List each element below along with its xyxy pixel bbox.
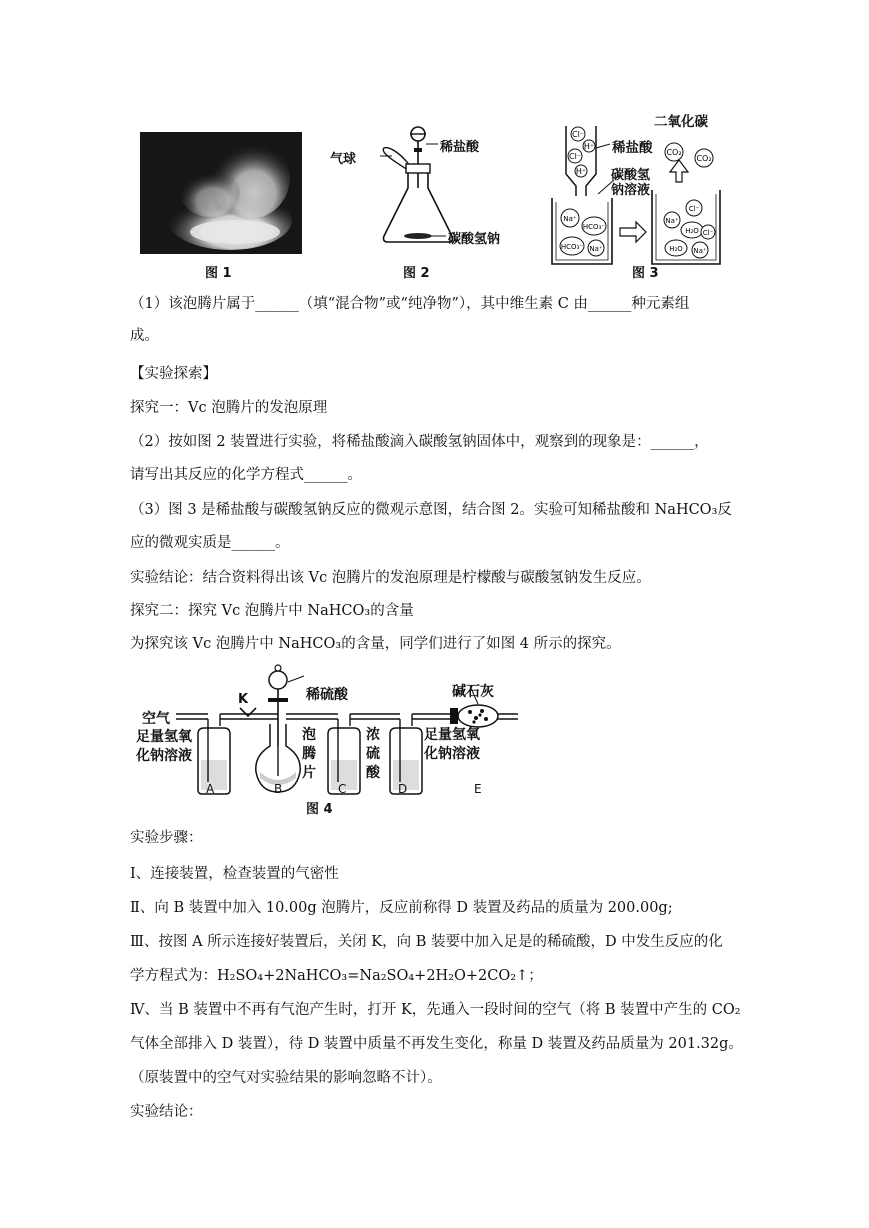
fig4-letter-e: E	[474, 782, 482, 796]
section-heading: 【实验探索】	[130, 366, 217, 382]
ion-right-6: H₂O	[669, 245, 683, 253]
figure-2-caption: 图 2	[403, 266, 430, 281]
ion-right-0: CO₂	[666, 148, 682, 157]
ion-left-7: Na⁺	[589, 245, 603, 253]
fig2-acid-label: 稀盐酸	[440, 140, 480, 155]
steps-title: 实验步骤：	[130, 830, 203, 846]
step-1: Ⅰ、连接装置，检查装置的气密性	[130, 866, 339, 882]
fig3-co2-title: 二氧化碳	[654, 114, 708, 130]
ion-right-2: Cl⁻	[688, 205, 700, 213]
fig4-c-reagent-label: 浓硫酸	[366, 727, 380, 781]
step-4-line-b: 气体全部排入 D 装置），待 D 装置中质量不再发生变化，称量 D 装置及药品质量为 201.32g。	[130, 1036, 743, 1052]
question-1-line-b: 成。	[130, 328, 159, 344]
fig2-solid-label: 碳酸氢钠	[448, 232, 501, 247]
question-1-line-a: （1）该泡腾片属于______（填“混合物”或“纯净物”），其中维生素 C 由______种元素组	[130, 296, 690, 312]
ion-left-6: HCO₃⁻	[560, 243, 584, 251]
conclusion-2: 实验结论：	[130, 1104, 203, 1120]
figure-1-photo	[140, 132, 302, 254]
ion-left-0: Cl⁻	[571, 130, 585, 139]
fig4-acid-label: 稀硫酸	[306, 687, 348, 703]
fig4-letter-d: D	[398, 782, 408, 796]
fig3-solution-label: 碳酸氢钠溶液	[611, 168, 651, 198]
fig4-letter-b: B	[274, 782, 283, 796]
fig2-balloon-label: 气球	[330, 152, 357, 167]
explore-1-title: 探究一：Vc 泡腾片的发泡原理	[130, 400, 328, 416]
step-2: Ⅱ、向 B 装置中加入 10.00g 泡腾片，反应前称得 D 装置及药品的质量为 200.00g;	[130, 900, 673, 916]
fig4-letter-a: A	[206, 782, 215, 796]
ion-right-4: H₂O	[685, 227, 699, 235]
question-3-line-a: （3）图 3 是稀盐酸与碳酸氢钠反应的微观示意图，结合图 2。实验可知稀盐酸和 NaHCO₃反	[130, 502, 732, 518]
ion-left-3: H⁺	[575, 167, 587, 176]
ion-left-4: Na⁺	[563, 215, 577, 223]
conclusion-1: 实验结论：结合资料得出该 Vc 泡腾片的发泡原理是柠檬酸与碳酸氢钠发生反应。	[130, 570, 651, 586]
step-3-line-b: 学方程式为：H₂SO₄+2NaHCO₃=Na₂SO₄+2H₂O+2CO₂↑；	[130, 968, 543, 984]
fig4-d-reagent-label: 足量氢氧化钠溶液	[424, 727, 480, 762]
question-2-line-b: 请写出其反应的化学方程式______。	[130, 467, 362, 483]
figure-4-caption: 图 4	[306, 802, 333, 817]
fig4-air-label: 空气	[142, 711, 170, 727]
ion-right-5: Cl⁻	[702, 229, 714, 237]
figure-1-caption: 图 1	[205, 266, 232, 281]
question-2-line-a: （2）按如图 2 装置进行实验，将稀盐酸滴入碳酸氢钠固体中，观察到的现象是：______，	[130, 434, 709, 450]
ion-right-7: Na⁺	[693, 247, 707, 255]
figure-3-caption: 图 3	[632, 266, 659, 281]
question-3-line-b: 应的微观实质是______。	[130, 535, 290, 551]
ion-left-2: Cl⁻	[568, 152, 582, 161]
step-4-line-c: （原装置中的空气对实验结果的影响忽略不计）。	[130, 1070, 442, 1086]
ion-left-5: HCO₃⁻	[582, 223, 606, 231]
fig4-a-reagent-label: 足量氢氧化钠溶液	[136, 729, 192, 764]
step-4-line-a: Ⅳ、当 B 装置中不再有气泡产生时，打开 K，先通入一段时间的空气（将 B 装置中产生的 CO₂	[130, 1002, 741, 1018]
step-3-line-a: Ⅲ、按图 A 所示连接好装置后，关闭 K，向 B 装要中加入足是的稀硫酸，D 中发生反应的化	[130, 934, 723, 950]
ion-right-3: Na⁺	[665, 217, 679, 225]
ion-right-1: CO₂	[696, 154, 712, 163]
fig3-acid-label: 稀盐酸	[612, 140, 653, 156]
fig4-valve-k-label: K	[238, 692, 249, 707]
fig4-b-reagent-label: 泡腾片	[302, 727, 316, 781]
explore-2-description: 为探究该 Vc 泡腾片中 NaHCO₃的含量，同学们进行了如图 4 所示的探究。	[130, 636, 621, 652]
fig4-soda-lime-label: 碱石灰	[452, 684, 494, 700]
ion-left-1: H⁺	[583, 142, 595, 151]
explore-2-title: 探究二：探究 Vc 泡腾片中 NaHCO₃的含量	[130, 603, 414, 619]
fig4-letter-c: C	[338, 782, 347, 796]
